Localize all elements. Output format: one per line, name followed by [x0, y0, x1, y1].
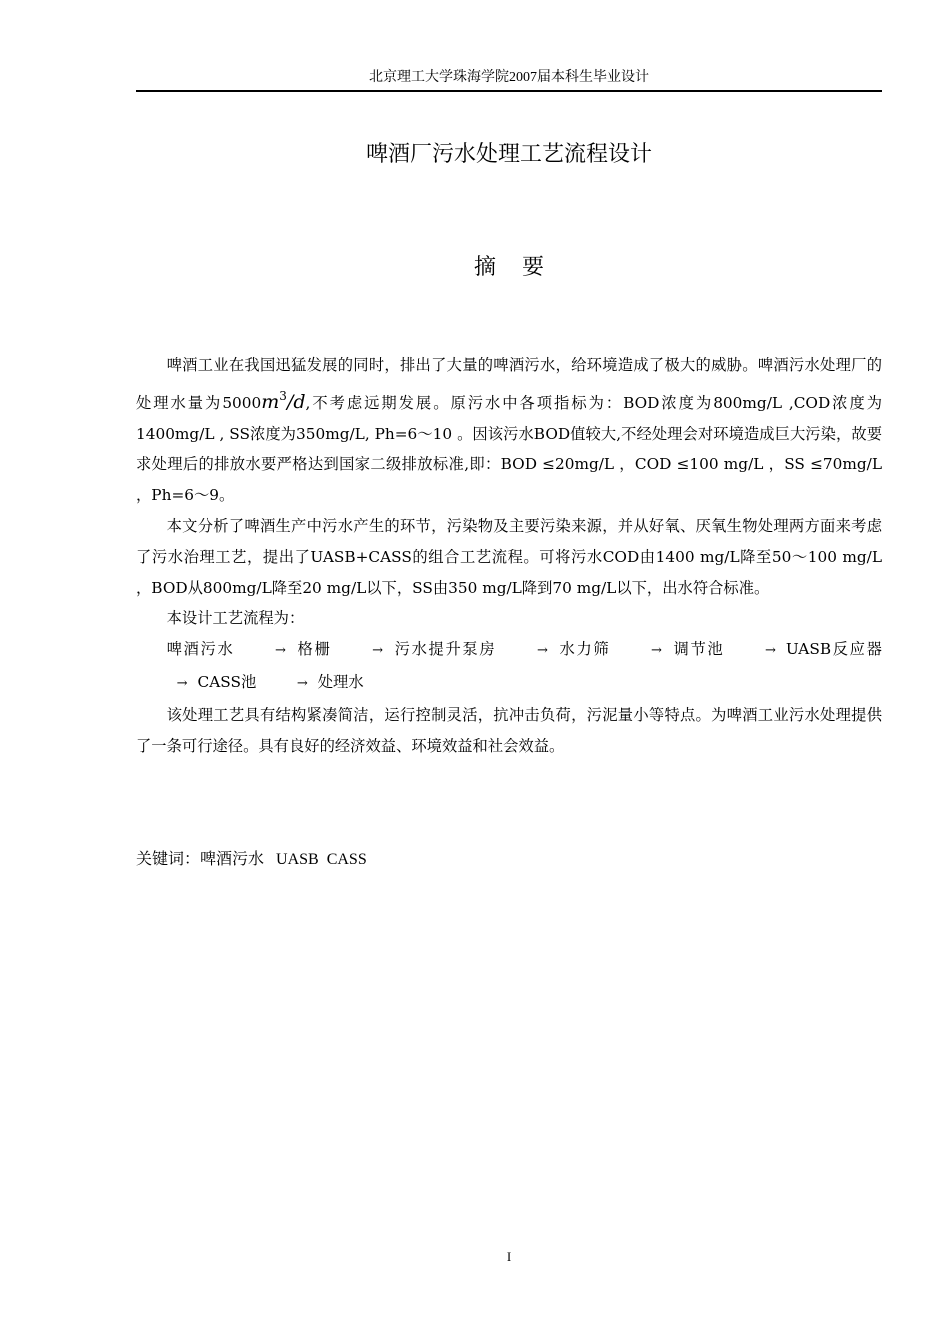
keywords-label: 关键词： [136, 849, 201, 868]
flow-step: 格栅 [295, 640, 332, 659]
abstract-body [136, 350, 882, 761]
flow-step: UASB反应器 [785, 640, 882, 659]
process-flow [136, 634, 882, 700]
flow-step: 污水提升泵房 [392, 640, 497, 659]
paragraph-1-text-b: ,不考虑远期发展。原污水中各项指标为：BOD浓度为800mg/L ,COD浓度为1400mg/L , SS浓度为350mg/L, Ph=6～10 。因该污水BOD值较大,不经处理会对环境造成巨大污染，故要求处理后的排放水要严格达到国家二级排放标准,即：BOD ≤20mg/L ，COD ≤100 mg/L ，SS ≤70mg/L ，Ph=6～9。 [136, 393, 883, 505]
flow-step: CASS池 [197, 672, 257, 691]
flow-step: 调节池 [671, 640, 725, 659]
paragraph-5: 该处理工艺具有结构紧凑简洁，运行控制灵活，抗冲击负荷，污泥量小等特点。为啤酒工业污水处理提供了一条可行途径。具有良好的经济效益、环境效益和社会效益。 [136, 705, 882, 755]
arrow-right-icon: → [536, 643, 548, 659]
unit-base: m [261, 390, 280, 413]
flow-step: 啤酒污水 [166, 640, 235, 659]
arrow-right-icon: → [764, 643, 776, 659]
unit-exponent: 3 [279, 388, 287, 403]
arrow-right-icon: → [176, 675, 188, 691]
unit-tail: /d [286, 390, 306, 413]
paragraph-2: 本文分析了啤酒生产中污水产生的环节，污染物及主要污染来源，并从好氧、厌氧生物处理两方面来考虑了污水治理工艺，提出了UASB+CASS的组合工艺流程。可将污水COD由1400 mg/L降至50～100 mg/L ，BOD从800mg/L降至20 mg/L以下，SS由350 mg/L降到70 mg/L以下，出水符合标准。 [136, 516, 882, 597]
arrow-right-icon: → [372, 643, 383, 659]
arrow-right-icon: → [650, 643, 662, 659]
keywords-values: 啤酒污水 UASB CASS [200, 851, 367, 868]
page-header: 北京理工大学珠海学院2007届本科生毕业设计 [369, 70, 649, 85]
arrow-right-icon: → [296, 675, 308, 691]
keywords [136, 846, 367, 869]
flow-step: 处理水 [317, 672, 364, 691]
abstract-heading: 摘要 [473, 255, 570, 280]
document-title: 啤酒厂污水处理工艺流程设计 [365, 142, 652, 167]
paragraph-3: 本设计工艺流程为： [166, 609, 305, 628]
paragraph-1-text-a: 啤酒工业在我国迅猛发展的同时，排出了大量的啤酒污水，给环境造成了极大的威胁。啤酒污水处理厂的处理水量为5000 [136, 356, 882, 412]
flow-unit-formula [261, 388, 306, 413]
arrow-right-icon: → [275, 643, 286, 659]
page-number: I [506, 1249, 512, 1264]
flow-step: 水力筛 [557, 640, 611, 659]
paragraph-1 [136, 350, 882, 511]
header-rule [136, 90, 882, 92]
